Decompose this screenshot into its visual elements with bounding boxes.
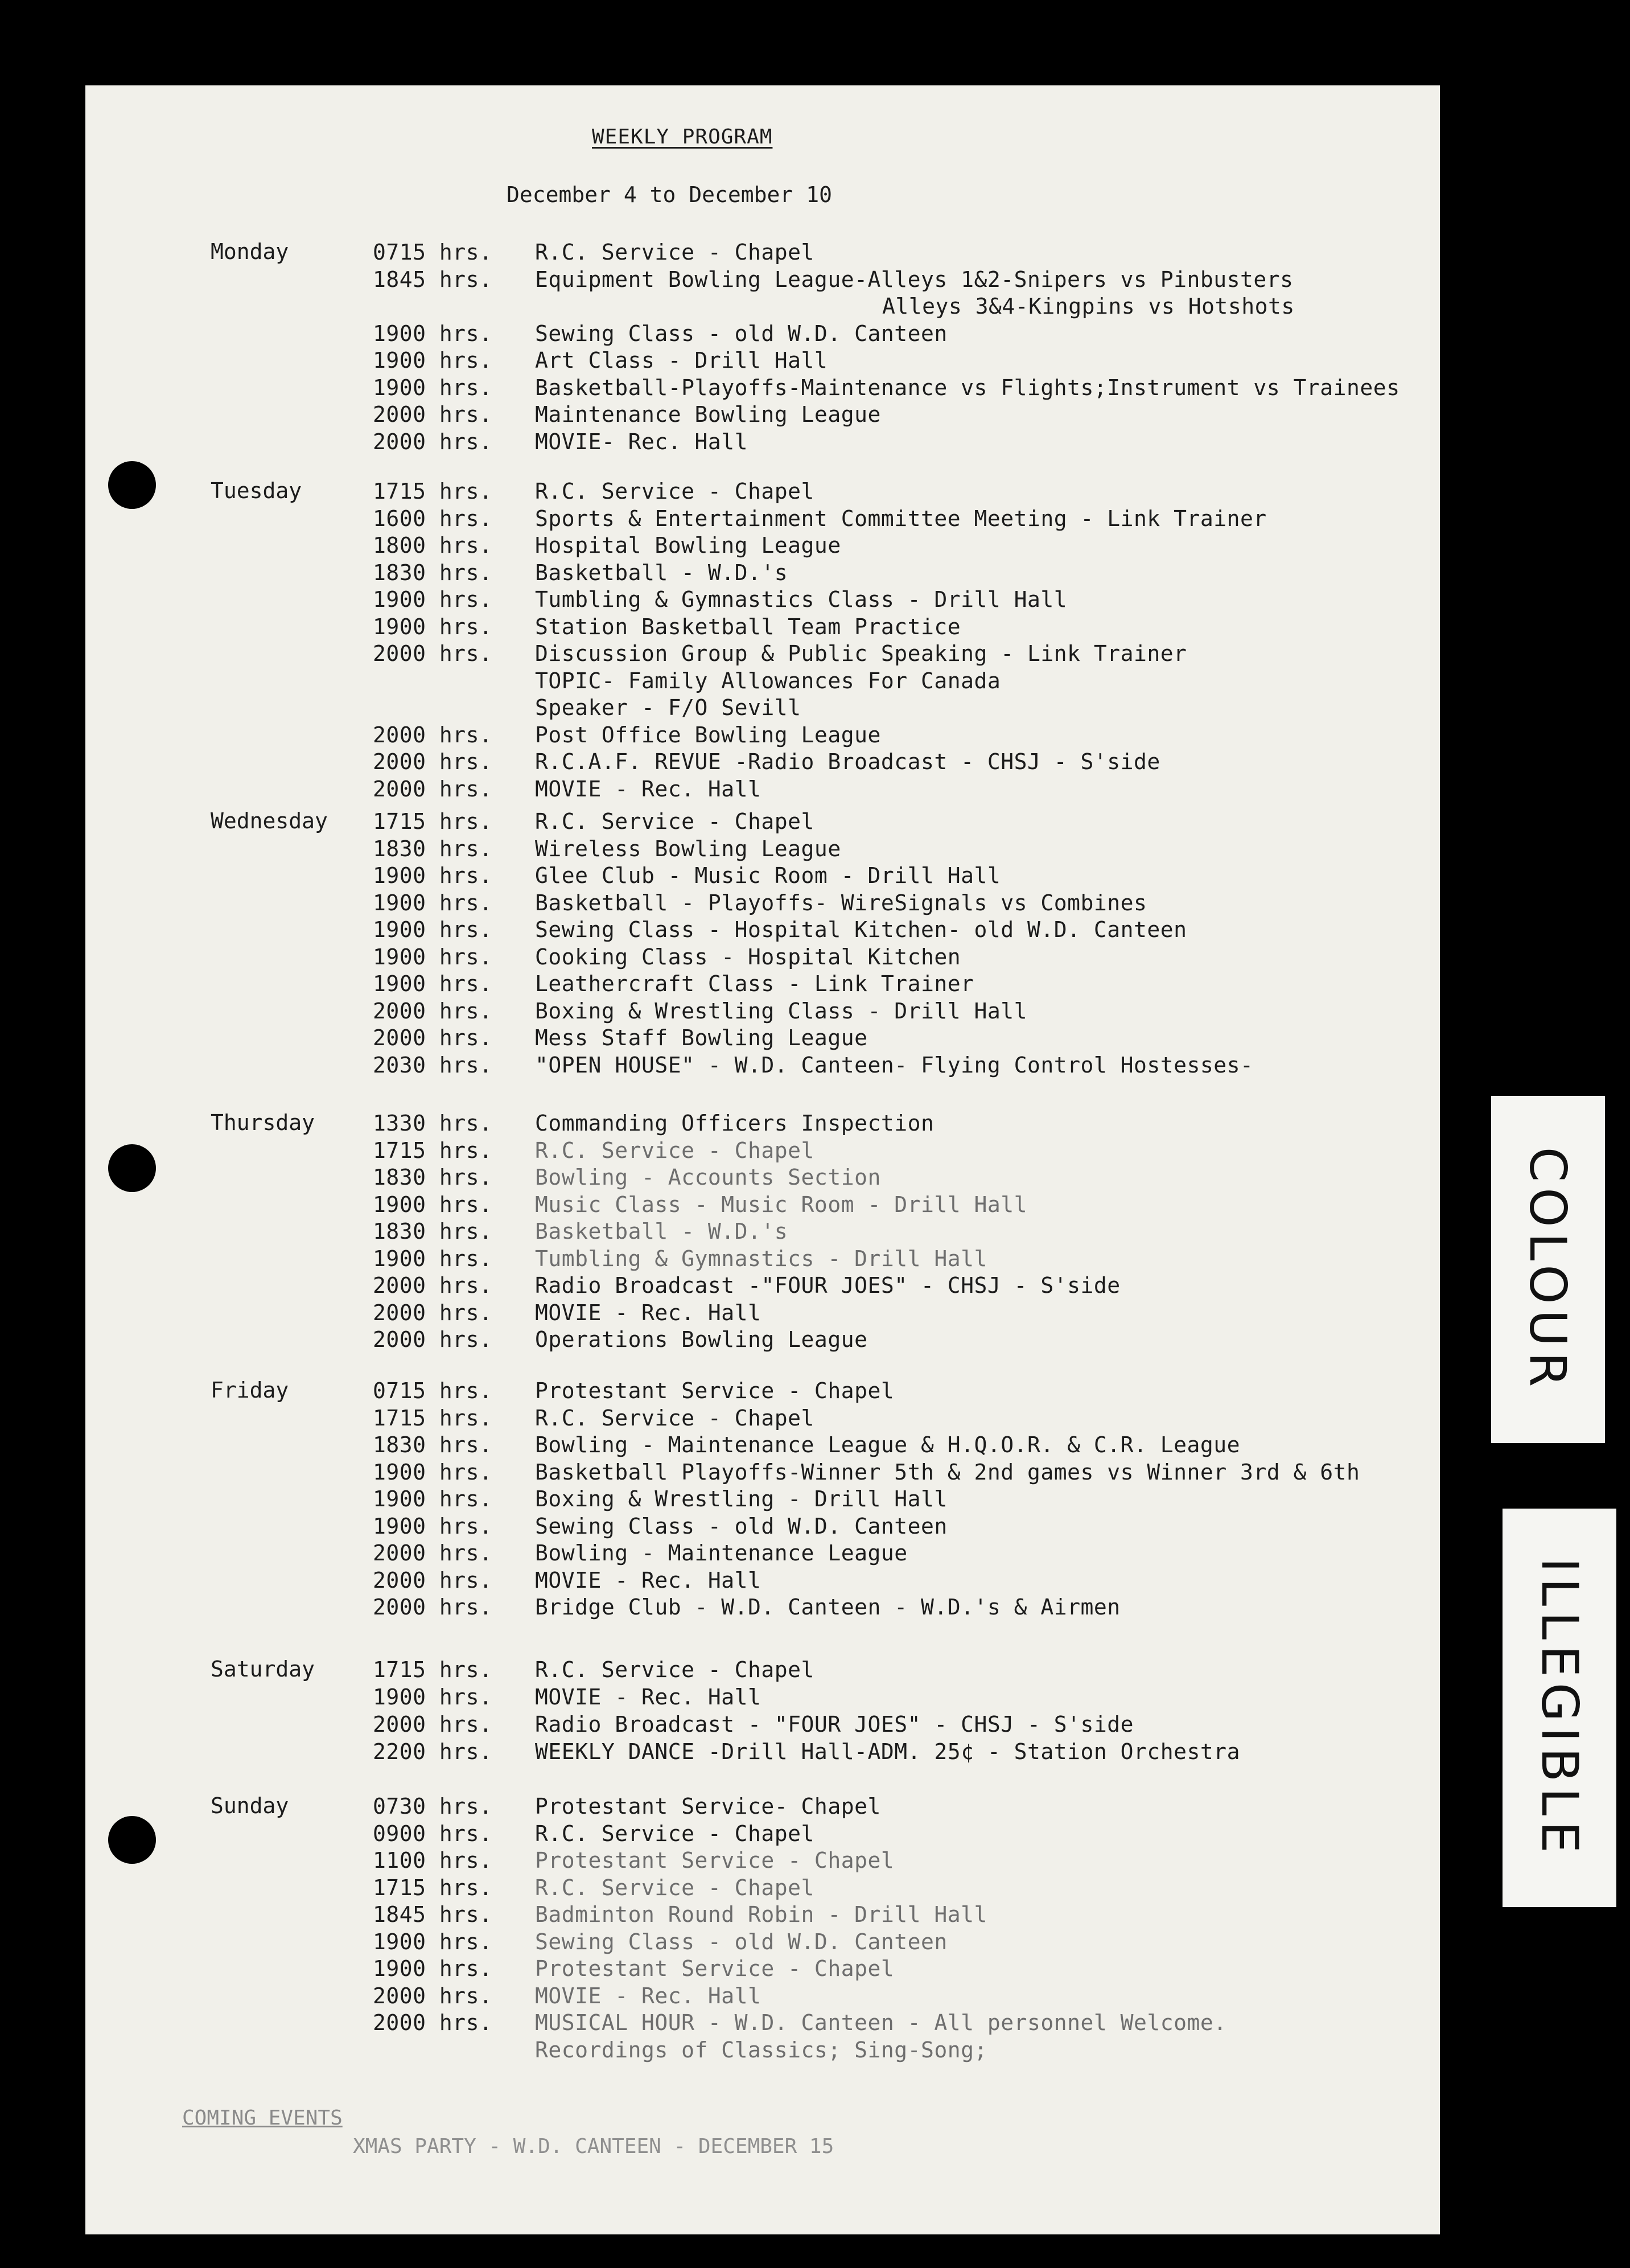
schedule-row xyxy=(85,532,1440,558)
illegible-label: ILLEGIBLE xyxy=(1530,1557,1589,1859)
schedule-row xyxy=(85,293,1440,319)
schedule-row xyxy=(85,1218,1440,1244)
entry-time: 2000 hrs. xyxy=(373,749,493,774)
entry-time: 1100 hrs. xyxy=(373,1848,493,1873)
entry-time: 1900 hrs. xyxy=(373,1684,493,1710)
entry-time: 2000 hrs. xyxy=(373,1712,493,1737)
coming-events-label: COMING EVENTS xyxy=(182,2106,343,2130)
entry-event: Discussion Group & Public Speaking - Link Trainer xyxy=(535,641,1187,666)
schedule-row xyxy=(85,1326,1440,1353)
entry-event: Operations Bowling League xyxy=(535,1327,868,1352)
entry-event: Tumbling & Gymnastics Class - Drill Hall xyxy=(535,587,1068,612)
schedule-row xyxy=(85,2010,1440,2036)
entry-event: "OPEN HOUSE" - W.D. Canteen- Flying Control Hostesses- xyxy=(535,1052,1254,1078)
illegible-label-card xyxy=(1503,1509,1616,1907)
entry-time: 1830 hrs. xyxy=(373,560,493,585)
schedule-row xyxy=(85,401,1440,428)
entry-event: R.C. Service - Chapel xyxy=(535,1405,814,1431)
entry-event: Radio Broadcast -"FOUR JOES" - CHSJ - S'side xyxy=(535,1273,1121,1298)
entry-event: Equipment Bowling League-Alleys 1&2-Snipers vs Pinbusters xyxy=(535,266,1294,292)
entry-event: Protestant Service - Chapel xyxy=(535,1956,895,1981)
entry-time: 0715 hrs. xyxy=(373,240,493,265)
schedule-row xyxy=(85,1164,1440,1190)
entry-event: Sewing Class - old W.D. Canteen xyxy=(535,1929,948,1954)
entry-time: 1800 hrs. xyxy=(373,533,493,558)
entry-time: 1715 hrs. xyxy=(373,1405,493,1431)
entry-event: Protestant Service- Chapel xyxy=(535,1794,881,1819)
day-label: Friday xyxy=(211,1378,289,1403)
schedule-row xyxy=(85,695,1440,721)
entry-time: 1900 hrs. xyxy=(373,1486,493,1511)
entry-time: 1830 hrs. xyxy=(373,1165,493,1190)
entry-time: 0715 hrs. xyxy=(373,1378,493,1403)
entry-event: MOVIE - Rec. Hall xyxy=(535,1983,762,2008)
schedule-row xyxy=(85,1983,1440,2009)
colour-label: COLOUR xyxy=(1518,1147,1578,1392)
schedule-row xyxy=(85,506,1440,532)
schedule-row xyxy=(85,1405,1440,1431)
schedule-row xyxy=(85,1246,1440,1272)
day-label: Monday xyxy=(211,239,289,264)
entry-event: Boxing & Wrestling Class - Drill Hall xyxy=(535,998,1027,1024)
entry-time: 1900 hrs. xyxy=(373,1929,493,1954)
schedule-row xyxy=(85,1025,1440,1051)
entry-time: 2000 hrs. xyxy=(373,1273,493,1298)
entry-event: R.C. Service - Chapel xyxy=(535,240,814,265)
entry-event: WEEKLY DANCE -Drill Hall-ADM. 25¢ - Station Orchestra xyxy=(535,1739,1241,1764)
schedule-row xyxy=(85,1929,1440,1955)
document-page xyxy=(85,85,1440,2234)
entry-time: 2000 hrs. xyxy=(373,2010,493,2035)
entry-time: 1715 hrs. xyxy=(373,1657,493,1682)
schedule-row xyxy=(85,1875,1440,1901)
entry-event: Basketball Playoffs-Winner 5th & 2nd games vs Winner 3rd & 6th xyxy=(535,1459,1360,1485)
schedule-row xyxy=(85,1459,1440,1485)
entry-event: Sports & Entertainment Committee Meeting - Link Trainer xyxy=(535,506,1267,531)
entry-event: Art Class - Drill Hall xyxy=(535,348,828,373)
entry-time: 0900 hrs. xyxy=(373,1821,493,1846)
entry-event: Tumbling & Gymnastics - Drill Hall xyxy=(535,1246,987,1271)
entry-event: R.C. Service - Chapel xyxy=(535,1821,814,1846)
document-title: WEEKLY PROGRAM xyxy=(592,125,773,149)
schedule-row xyxy=(85,478,1440,504)
schedule-row xyxy=(85,1847,1440,1873)
schedule-row xyxy=(85,1052,1440,1078)
colour-label-card xyxy=(1491,1096,1605,1443)
entry-event: Leathercraft Class - Link Trainer xyxy=(535,971,974,996)
entry-time: 1900 hrs. xyxy=(373,1513,493,1539)
entry-time: 1900 hrs. xyxy=(373,1956,493,1981)
schedule-row xyxy=(85,971,1440,997)
entry-time: 2000 hrs. xyxy=(373,1983,493,2008)
entry-event: MUSICAL HOUR - W.D. Canteen - All personnel Welcome. xyxy=(535,2010,1227,2035)
entry-event: Maintenance Bowling League xyxy=(535,402,881,427)
schedule-row xyxy=(85,1594,1440,1620)
schedule-row xyxy=(85,1272,1440,1299)
entry-time: 1715 hrs. xyxy=(373,479,493,504)
schedule-row xyxy=(85,917,1440,943)
schedule-row xyxy=(85,239,1440,265)
schedule-row xyxy=(85,1191,1440,1218)
schedule-row xyxy=(85,347,1440,373)
schedule-row xyxy=(85,668,1440,694)
entry-event: Bridge Club - W.D. Canteen - W.D.'s & Airmen xyxy=(535,1595,1121,1620)
entry-time: 1900 hrs. xyxy=(373,890,493,915)
schedule-row xyxy=(85,1432,1440,1458)
entry-event: Basketball - W.D.'s xyxy=(535,560,788,585)
entry-time: 1600 hrs. xyxy=(373,506,493,531)
schedule-row xyxy=(85,1955,1440,1982)
entry-event: R.C. Service - Chapel xyxy=(535,1657,814,1682)
entry-time: 1900 hrs. xyxy=(373,971,493,996)
entry-event: Cooking Class - Hospital Kitchen xyxy=(535,944,961,969)
schedule-row xyxy=(85,862,1440,889)
schedule-row xyxy=(85,1378,1440,1404)
entry-event: MOVIE - Rec. Hall xyxy=(535,1684,762,1710)
schedule-row xyxy=(85,321,1440,347)
entry-event: Post Office Bowling League xyxy=(535,722,881,747)
entry-time: 2000 hrs. xyxy=(373,998,493,1024)
entry-event: Alleys 3&4-Kingpins vs Hotshots xyxy=(882,294,1295,319)
schedule-row xyxy=(85,1739,1440,1765)
schedule-row xyxy=(85,944,1440,970)
entry-event: Basketball - Playoffs- WireSignals vs Combines xyxy=(535,890,1147,915)
schedule-row xyxy=(85,1821,1440,1847)
entry-time: 1900 hrs. xyxy=(373,944,493,969)
schedule-row xyxy=(85,1486,1440,1512)
entry-event: Sewing Class - Hospital Kitchen- old W.D. Canteen xyxy=(535,917,1187,942)
entry-event: TOPIC- Family Allowances For Canada xyxy=(535,668,1001,693)
entry-event: Protestant Service - Chapel xyxy=(535,1848,895,1873)
entry-event: Station Basketball Team Practice xyxy=(535,614,961,639)
schedule-row xyxy=(85,1513,1440,1539)
entry-event: Boxing & Wrestling - Drill Hall xyxy=(535,1486,948,1511)
day-label: Saturday xyxy=(211,1657,315,1682)
entry-event: Protestant Service - Chapel xyxy=(535,1378,895,1403)
day-label: Sunday xyxy=(211,1793,289,1818)
entry-event: R.C. Service - Chapel xyxy=(535,479,814,504)
entry-time: 2000 hrs. xyxy=(373,641,493,666)
entry-time: 2000 hrs. xyxy=(373,402,493,427)
entry-event: Basketball-Playoffs-Maintenance vs Flights;Instrument vs Trainees xyxy=(535,375,1400,400)
entry-time: 2000 hrs. xyxy=(373,722,493,747)
entry-event: Glee Club - Music Room - Drill Hall xyxy=(535,863,1001,888)
entry-event: Mess Staff Bowling League xyxy=(535,1025,868,1050)
entry-event: R.C. Service - Chapel xyxy=(535,809,814,834)
entry-event: Bowling - Accounts Section xyxy=(535,1165,881,1190)
schedule-row xyxy=(85,1657,1440,1683)
schedule-row xyxy=(85,1567,1440,1593)
schedule-row xyxy=(85,808,1440,835)
schedule-row xyxy=(85,586,1440,613)
entry-time: 2000 hrs. xyxy=(373,1025,493,1050)
entry-event: MOVIE - Rec. Hall xyxy=(535,776,762,802)
schedule-row xyxy=(85,1684,1440,1710)
entry-event: Basketball - W.D.'s xyxy=(535,1219,788,1244)
entry-time: 0730 hrs. xyxy=(373,1794,493,1819)
schedule-row xyxy=(85,375,1440,401)
entry-time: 1900 hrs. xyxy=(373,587,493,612)
entry-time: 1900 hrs. xyxy=(373,1246,493,1271)
entry-time: 1845 hrs. xyxy=(373,266,493,292)
entry-time: 1900 hrs. xyxy=(373,1459,493,1485)
entry-time: 2000 hrs. xyxy=(373,1540,493,1566)
schedule-row xyxy=(85,749,1440,775)
entry-time: 2000 hrs. xyxy=(373,429,493,454)
entry-event: Commanding Officers Inspection xyxy=(535,1111,935,1136)
schedule-row xyxy=(85,890,1440,916)
schedule-row xyxy=(85,640,1440,667)
schedule-row xyxy=(85,614,1440,640)
schedule-row xyxy=(85,776,1440,802)
day-label: Thursday xyxy=(211,1110,315,1135)
schedule-row xyxy=(85,1300,1440,1326)
schedule-row xyxy=(85,722,1440,748)
entry-time: 2200 hrs. xyxy=(373,1739,493,1764)
entry-time: 1715 hrs. xyxy=(373,809,493,834)
entry-event: Wireless Bowling League xyxy=(535,836,841,861)
day-label: Tuesday xyxy=(211,478,302,503)
entry-time: 1715 hrs. xyxy=(373,1137,493,1163)
entry-event: Sewing Class - old W.D. Canteen xyxy=(535,321,948,346)
entry-time: 1900 hrs. xyxy=(373,348,493,373)
entry-time: 1900 hrs. xyxy=(373,1191,493,1217)
entry-event: R.C. Service - Chapel xyxy=(535,1875,814,1900)
entry-time: 1830 hrs. xyxy=(373,1219,493,1244)
entry-time: 2030 hrs. xyxy=(373,1052,493,1078)
entry-time: 2000 hrs. xyxy=(373,1327,493,1352)
entry-time: 2000 hrs. xyxy=(373,1595,493,1620)
entry-event: Sewing Class - old W.D. Canteen xyxy=(535,1513,948,1539)
entry-event: Bowling - Maintenance League & H.Q.O.R. & C.R. League xyxy=(535,1432,1241,1457)
entry-event: R.C.A.F. REVUE -Radio Broadcast - CHSJ - S'side xyxy=(535,749,1160,774)
schedule-row xyxy=(85,998,1440,1024)
entry-time: 1900 hrs. xyxy=(373,321,493,346)
document-subtitle: December 4 to December 10 xyxy=(507,182,832,207)
entry-event: Music Class - Music Room - Drill Hall xyxy=(535,1191,1027,1217)
schedule-row xyxy=(85,1110,1440,1136)
entry-event: Hospital Bowling League xyxy=(535,533,841,558)
entry-time: 1845 hrs. xyxy=(373,1902,493,1927)
entry-time: 1900 hrs. xyxy=(373,375,493,400)
coming-events-text: XMAS PARTY - W.D. CANTEEN - DECEMBER 15 xyxy=(353,2135,834,2158)
entry-event: Recordings of Classics; Sing-Song; xyxy=(535,2037,987,2062)
schedule-row xyxy=(85,1540,1440,1566)
entry-time: 1715 hrs. xyxy=(373,1875,493,1900)
schedule-row xyxy=(85,2037,1440,2063)
entry-time: 2000 hrs. xyxy=(373,776,493,802)
schedule-row xyxy=(85,1137,1440,1164)
entry-event: Badminton Round Robin - Drill Hall xyxy=(535,1902,987,1927)
entry-time: 1900 hrs. xyxy=(373,614,493,639)
schedule-row xyxy=(85,266,1440,293)
entry-event: MOVIE - Rec. Hall xyxy=(535,1567,762,1593)
entry-time: 2000 hrs. xyxy=(373,1300,493,1325)
schedule-row xyxy=(85,560,1440,586)
schedule-row xyxy=(85,1711,1440,1737)
entry-event: R.C. Service - Chapel xyxy=(535,1137,814,1163)
entry-time: 1830 hrs. xyxy=(373,836,493,861)
entry-event: Bowling - Maintenance League xyxy=(535,1540,908,1566)
entry-event: MOVIE- Rec. Hall xyxy=(535,429,748,454)
entry-time: 1900 hrs. xyxy=(373,863,493,888)
entry-event: Speaker - F/O Sevill xyxy=(535,695,801,720)
entry-time: 1830 hrs. xyxy=(373,1432,493,1457)
entry-time: 1330 hrs. xyxy=(373,1111,493,1136)
schedule-row xyxy=(85,429,1440,455)
day-label: Wednesday xyxy=(211,808,328,833)
entry-time: 2000 hrs. xyxy=(373,1567,493,1593)
entry-event: Radio Broadcast - "FOUR JOES" - CHSJ - S'side xyxy=(535,1712,1134,1737)
schedule-row xyxy=(85,836,1440,862)
entry-time: 1900 hrs. xyxy=(373,917,493,942)
schedule-row xyxy=(85,1901,1440,1928)
schedule-row xyxy=(85,1793,1440,1819)
entry-event: MOVIE - Rec. Hall xyxy=(535,1300,762,1325)
